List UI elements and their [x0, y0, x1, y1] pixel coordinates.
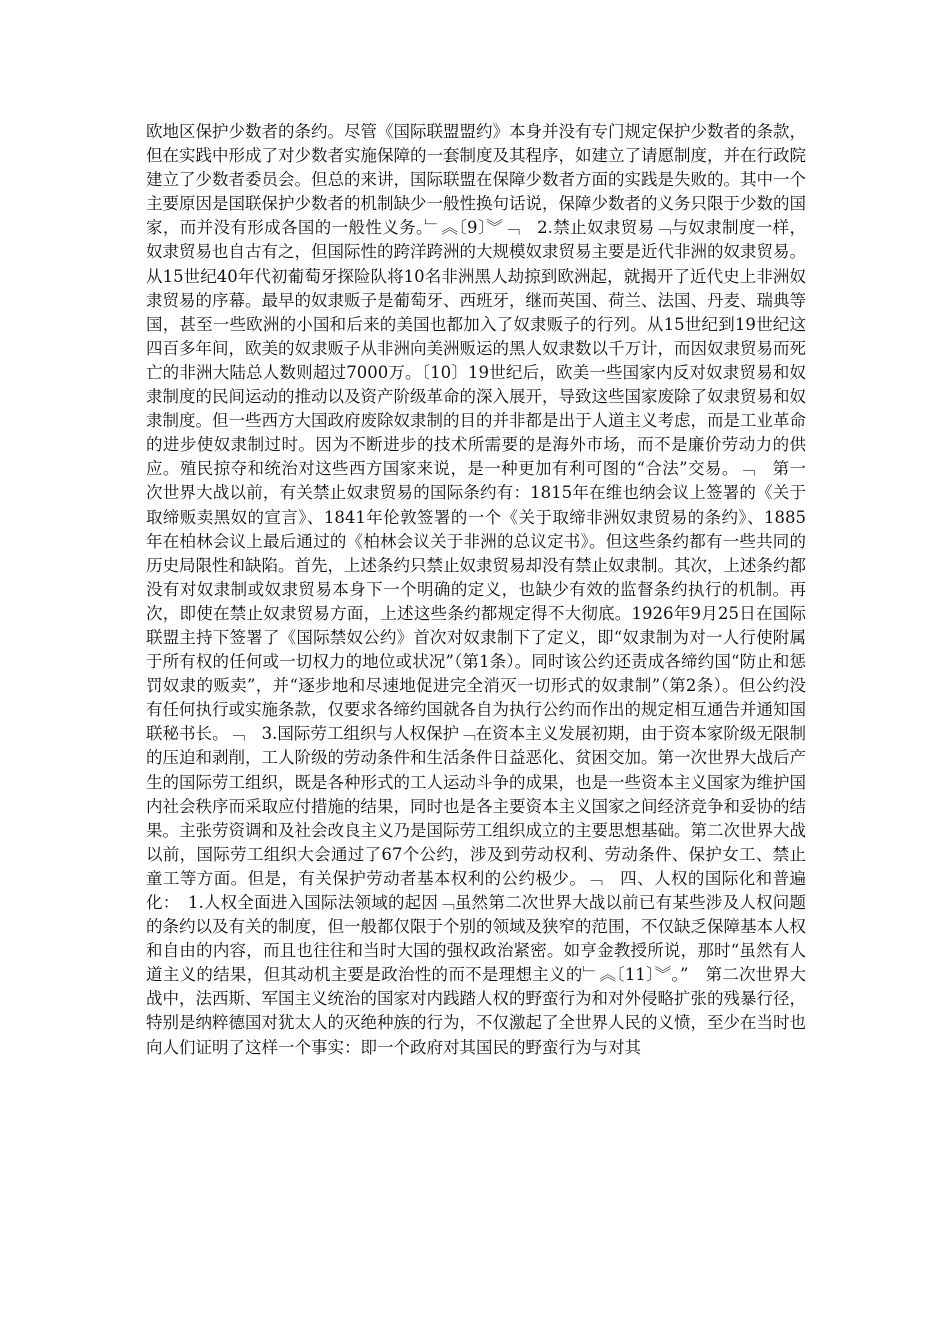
body-text: 欧地区保护少数者的条约。尽管《国际联盟盟约》本身并没有专门规定保护少数者的条款，但在实践中形成了对少数者实施保障的一套制度及其程序，如建立了请愿制度，并在行政院建立了少数者委员会。但总的来讲，国际联盟在保障少数者方面的实践是失败的。其中一个主要原因是国联保护少数者的机制缺少一般性换句话说，保障少数者的义务只限于少数的国家，而并没有形成各国的一般性义务。﹂︽〔9〕︾﹁ 2.禁止奴隶贸易﹁与奴隶制度一样，奴隶贸易也自古有之，但国际性的跨洋跨洲的大规模奴隶贸易主要是近代非洲的奴隶贸易。从15世纪40年代初葡萄牙探险队将10名非洲黑人劫掠到欧洲起，就揭开了近代史上非洲奴隶贸易的序幕。最早的奴隶贩子是葡萄牙、西班牙，继而英国、荷兰、法国、丹麦、瑞典等国，甚至一些欧洲的小国和后来的美国也都加入了奴隶贩子的行列。从15世纪到19世纪这四百多年间，欧美的奴隶贩子从非洲向美洲贩运的黑人奴隶数以千万计，而因奴隶贸易而死亡的非洲大陆总人数则超过7000万。〔10〕19世纪后，欧美一些国家内反对奴隶贸易和奴隶制度的民间运动的推动以及资产阶级革命的深入展开，导致这些国家废除了奴隶贸易和奴隶制度。但一些西方大国政府废除奴隶制的目的并非都是出于人道主义考虑，而是工业革命的进步使奴隶制过时。因为不断进步的技术所需要的是海外市场，而不是廉价劳动力的供应。殖民掠夺和统治对这些西方国家来说，是一种更加有利可图的“合法”交易。﹁ 第一次世界大战以前，有关禁止奴隶贸易的国际条约有：1815年在维也纳会议上签署的《关于取缔贩卖黑奴的宣言》、1841年伦敦签署的一个《关于取缔非洲奴隶贸易的条约》、1885年在柏林会议上最后通过的《柏林会议关于非洲的总议定书》。但这些条约都有一些共同的历史局限性和缺陷。首先，上述条约只禁止奴隶贸易却没有禁止奴隶制。其次，上述条约都没有对奴隶制或奴隶贸易本身下一个明确的定义，也缺少有效的监督条约执行的机制。再次，即使在禁止奴隶贸易方面，上述这些条约都规定得不大彻底。1926年9月25日在国际联盟主持下签署了《国际禁奴公约》首次对奴隶制下了定义，即“奴隶制为对一人行使附属于所有权的任何或一切权力的地位或状况”（第1条）。同时该公约还责成各缔约国“防止和惩罚奴隶的贩卖”，并“逐步地和尽速地促进完全消灭一切形式的奴隶制”（第2条）。但公约没有任何执行或实施条款，仅要求各缔约国就各自为执行公约而作出的规定相互通告并通知国联秘书长。﹁ 3.国际劳工组织与人权保护﹁在资本主义发展初期，由于资本家阶级无限制的压迫和剥削，工人阶级的劳动条件和生活条件日益恶化、贫困交加。第一次世界大战后产生的国际劳工组织，既是各种形式的工人运动斗争的成果，也是一些资本主义国家为维护国内社会秩序而采取应付措施的结果，同时也是各主要资本主义国家之间经济竞争和妥协的结果。主张劳资调和及社会改良主义乃是国际劳工组织成立的主要思想基础。第二次世界大战以前，国际劳工组织大会通过了67个公约，涉及到劳动权利、劳动条件、保护女工、禁止童工等方面。但是，有关保护劳动者基本权利的公约极少。﹁ 四、人权的国际化和普遍化： 1.人权全面进入国际法领域的起因﹁虽然第二次世界大战以前已有某些涉及人权问题的条约以及有关的制度，但一般都仅限于个别的领域及狭窄的范围，不仅缺乏保障基本人权和自由的内容，而且也往往和当时大国的强权政治紧密。如亨金教授所说，那时“虽然有人道主义的结果，但其动机主要是政治性的而不是理想主义的﹂︽〔11〕︾。” 第二次世界大战中，法西斯、军国主义统治的国家对内践踏人权的野蛮行为和对外侵略扩张的残暴行径，特别是纳粹德国对犹太人的灭绝种族的行为，不仅激起了全世界人民的义愤，至少在当时也向人们证明了这样一个事实：即一个政府对其国民的野蛮行为与对其	[146, 122, 806, 1057]
